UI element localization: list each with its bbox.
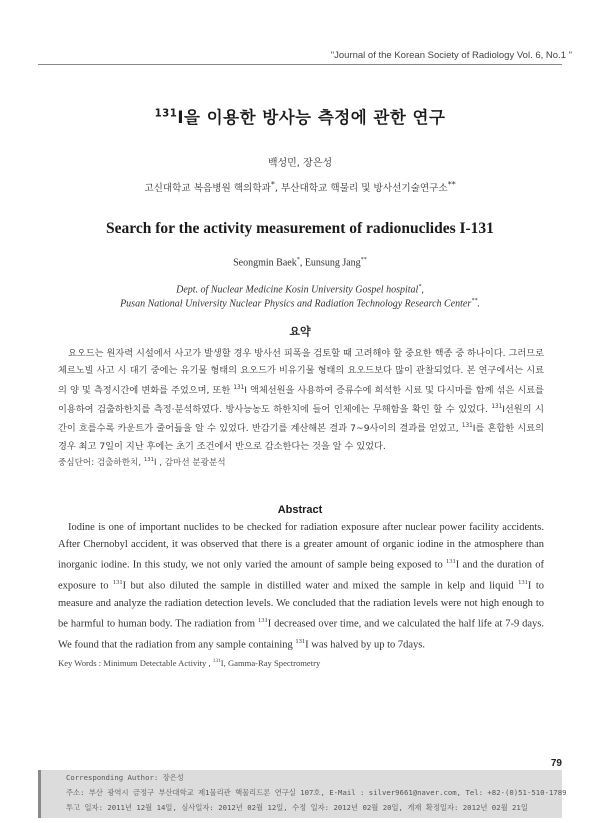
korean-affiliations: 고신대학교 복음병원 핵의학과*, 부산대학교 핵물리 및 방사선기술연구소** [144, 180, 456, 195]
corresponding-author-footer [38, 770, 567, 818]
korean-abstract-body: 요오드는 원자력 시설에서 사고가 발생할 경우 방사선 피폭을 검토할 때 고려해야 할 중요한 핵종 중 하나이다. 그러므로 체르노빌 사고 시 대기 중에는 유기물 형태의 요오드가 비유기물 형태의 요오드보다 많이 관찰되었다. 본 연구에서는 시료의 양 및 측정시간에 변화를 주었으며, 또한 $^{131}$I 액체선원을 사용하여 증류수에 희석한 시료 및 다시마를 함께 섞은 시료를 이용하여 검출하한치를 측정·분석하였다. 방사능농도 하한치에 들어 인체에는 무해함을 확인 할 수 있었다. $^{131}$I선원의 시간이 흐를수록 카운트가 줄어듦을 알 수 있었다. 반감기를 계산해본 결과 7~9사이의 결과를 얻었고, $^{131}$I를 혼합한 시료의 경우 최고 7일이 지난 후에는 초기 조건에서 반으로 감소한다는 것을 알 수 있었다. [58, 348, 545, 452]
korean-title-text: I을 이용한 방사능 측정에 관한 연구 [177, 108, 446, 127]
title-superscript: 131 [154, 108, 178, 120]
affiliation-1: Dept. of Nuclear Medicine Kosin University Gospel hospital*, [176, 283, 424, 296]
footer-address: 주소: 부산 광역시 금정구 부산대학교 제1물리관 핵물리드론 연구실 107호, E-Mail : silver9661@naver.com, Tel: +82-(0)51-510-1789 [66, 788, 567, 797]
english-authors: Seongmin Baek*, Eunsung Jang** [233, 256, 367, 269]
abstract-heading: Abstract [277, 504, 323, 516]
header-divider [38, 64, 562, 65]
english-keywords: Key Words : Minimum Detectable Activity , $^{131}$I, Gamma-Ray Spectrometry [58, 658, 321, 668]
journal-header: "Journal of the Korean Society of Radiology Vol. 6, No.1 " [330, 50, 572, 61]
korean-title [0, 104, 600, 128]
abstract-body: Iodine is one of important nuclides to be checked for radiation exposure after nuclear power facility accidents. After Chernobyl accident, it was observed that there is a greater amount of organic iodine in the atmosphere than inorganic iodine. In this study, we not only varied the amount of sample being exposed to $^{131}$I and the duration of exposure to $^{131}$I but also diluted the sample in distilled water and mixed the sample in kelp and liquid $^{131}$I to measure and analyze the radiation detection levels. We concluded that the radiation levels were not high enough to be harmful to human body. The radiation from $^{131}$I decreased over time, and we calculated the half life at 7-9 days. We found that the radiation from any sample containing $^{131}$I was halved by up to 7days. [58, 522, 545, 651]
footer-corresponding-author: Corresponding Author: 장은성 [66, 773, 184, 782]
footer-accent-bar [38, 770, 41, 818]
korean-keywords: 중심단어: 검출하한치, $^{131}$I , 감마선 분광분석 [58, 457, 226, 468]
affiliation-2: Pusan National University Nuclear Physics and Radiation Technology Research Center**. [120, 297, 480, 310]
page-number: 79 [550, 758, 562, 769]
korean-authors: 백성민, 장은성 [267, 158, 333, 169]
footer-dates: 투고 일자: 2011년 12월 14일, 심사일자: 2012년 02월 12일, 수정 일자: 2012년 02월 20일, 게재 확정일자: 2012년 02월 21일 [66, 803, 528, 812]
english-title: Search for the activity measurement of radionuclides I-131 [106, 220, 494, 237]
korean-abstract-heading: 요약 [289, 325, 311, 338]
